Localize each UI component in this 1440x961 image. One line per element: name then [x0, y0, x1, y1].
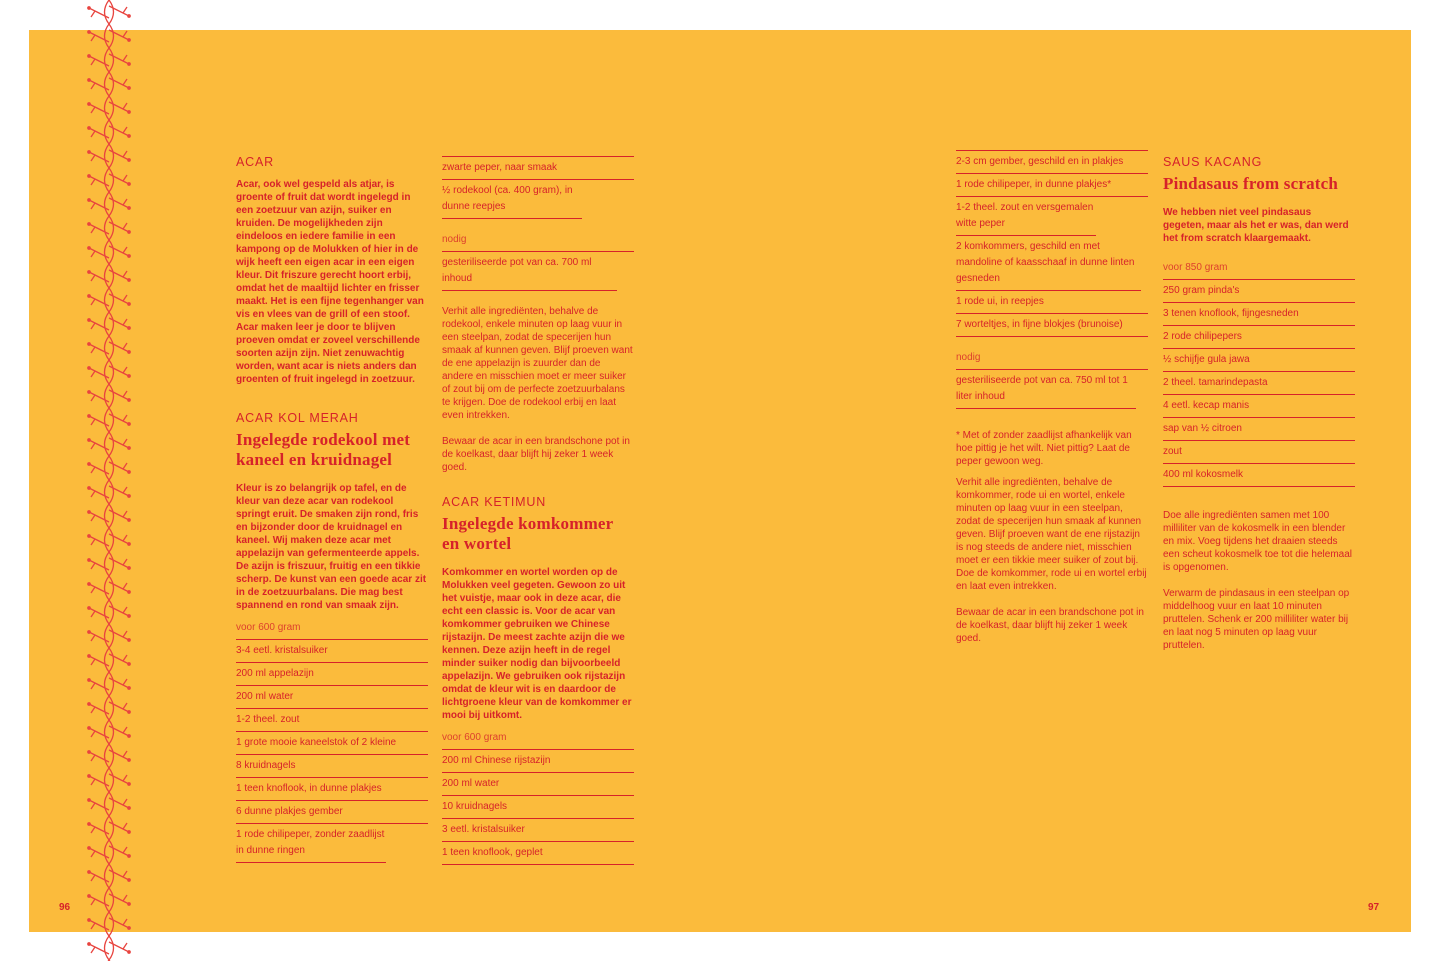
- ingredient: zout: [1163, 441, 1355, 464]
- ingredient: 400 ml kokosmelk: [1163, 464, 1355, 487]
- needed-item: gesteriliseerde pot van ca. 700 ml inhoud: [442, 252, 617, 291]
- page-number-left: 96: [59, 902, 71, 913]
- kol-merah-kicker: ACAR KOL MERAH: [236, 411, 359, 425]
- acar-kicker: ACAR: [236, 155, 274, 169]
- kacang-intro: We hebben niet veel pindasaus gegeten, maar als het er was, dan werd het from scratch klaargemaakt.: [1163, 207, 1349, 244]
- kacang-method-1: Doe alle ingrediënten samen met 100 milliliter van de kokosmelk in een blender en mix. Voeg tijdens het draaien steeds een scheut kokosmelk toe tot die helemaal is opgenomen.: [1163, 510, 1352, 573]
- ingredient: 2 rode chilipepers: [1163, 326, 1355, 349]
- ingredient: 1 rode ui, in reepjes: [956, 291, 1148, 314]
- ketimun-needed: [956, 370, 1148, 409]
- kol-merah-needed-label: [442, 233, 634, 252]
- ingredient: zwarte peper, naar smaak: [442, 157, 634, 180]
- ingredient: 1 grote mooie kaneelstok of 2 kleine: [236, 732, 428, 755]
- column-3: [956, 150, 1148, 658]
- kacang-ingredients: [1163, 280, 1355, 487]
- needed-item: gesteriliseerde pot van ca. 750 ml tot 1 liter inhoud: [956, 370, 1136, 409]
- ingredient: ½ schijfje gula jawa: [1163, 349, 1355, 372]
- ingredient: 2-3 cm gember, geschild en in plakjes: [956, 151, 1148, 174]
- ingredient: 1 teen knoflook, in dunne plakjes: [236, 778, 428, 801]
- ketimun-yield: [442, 731, 634, 750]
- needed-label-text: nodig: [956, 352, 981, 363]
- page-number-right: 97: [1368, 902, 1380, 913]
- ingredient: sap van ½ citroen: [1163, 418, 1355, 441]
- ingredient: 1 rode chilipeper, in dunne plakjes*: [956, 174, 1148, 197]
- kacang-kicker: SAUS KACANG: [1163, 155, 1263, 169]
- kol-merah-method: Verhit alle ingrediënten, behalve de rodekool, enkele minuten op laag vuur in een steelpan, zodat de specerijen hun smaak af kunnen geven. Blijf proeven want de ene appelazijn is zuurder dan de andere en misschien moet er meer suiker of zout bij om de perfecte zoetzuurbalans te krijgen. Doe de rodekool erbij en laat even intrekken.: [442, 306, 633, 421]
- ingredient: 3 eetl. kristalsuiker: [442, 819, 634, 842]
- ingredient: 2 theel. tamarindepasta: [1163, 372, 1355, 395]
- ingredient: 1-2 theel. zout en versgemalen witte peper: [956, 197, 1096, 236]
- kacang-title: Pindasaus from scratch: [1163, 174, 1339, 193]
- kol-merah-yield-text: voor 600 gram: [236, 622, 301, 633]
- ketimun-needed-label: [956, 351, 1148, 370]
- ingredient: 6 dunne plakjes gember: [236, 801, 428, 824]
- ingredient: 8 kruidnagels: [236, 755, 428, 778]
- ingredient: 3 tenen knoflook, fijngesneden: [1163, 303, 1355, 326]
- ingredient: 200 ml Chinese rijstazijn: [442, 750, 634, 773]
- column-1: [236, 154, 428, 877]
- kacang-yield: [1163, 261, 1355, 280]
- ketimun-yield-text: voor 600 gram: [442, 732, 507, 743]
- ketimun-footnote: * Met of zonder zaadlijst afhankelijk van hoe pittig je het wilt. Niet pittig? Laat de peper gewoon weg.: [956, 430, 1132, 467]
- ketimun-title: Ingelegde komkommer en wortel: [442, 514, 614, 553]
- ketimun-method: Verhit alle ingrediënten, behalve de komkommer, rode ui en wortel, enkele minuten op laag vuur in een steelpan, zodat de specerijen hun smaak af kunnen geven. Blijf proeven want de ene rijstazijn is nog steeds de andere niet, misschien moet er een tikkie meer suiker of zout bij. Doe de komkommer, rode ui en wortel erbij en laat even intrekken.: [956, 477, 1147, 592]
- kol-merah-ingredients-cont: [442, 156, 634, 219]
- ketimun-kicker: ACAR KETIMUN: [442, 495, 547, 509]
- column-4: [1163, 154, 1355, 665]
- ingredient: 1 rode chilipeper, zonder zaadlijst in dunne ringen: [236, 824, 386, 863]
- kol-merah-intro: Kleur is zo belangrijk op tafel, en de kleur van deze acar van rodekool springt eruit. De smaken zijn rond, fris en bijzonder door de kruidnagel en kaneel. Wij maken deze acar met appelazijn van gefermenteerde appels. De azijn is friszuur, fruitig en een tikkie scherp. De kunst van een goede acar zit in de zoetzuurbalans. Die mag best spannend en rond van smaak zijn.: [236, 483, 427, 611]
- acar-intro: Acar, ook wel gespeld als atjar, is groente of fruit dat wordt ingelegd in een zoetzuur van azijn, suiker en kruiden. De mogelijkheden zijn eindeloos en iedere familie in een kampong op de Molukken of hier in de wijk heeft een eigen acar in een eigen kleur. Dit friszure gerecht hoort erbij, omdat het de maaltijd lichter en frisser maakt. Het is een fijne tegenhanger van vis en vlees van de grill of een stoof. Acar maken leer je door te blijven proeven omdat er zoveel verschillende soorten azijn zijn. Niet zenuwachtig worden, want acar is niets anders dan groenten of fruit ingelegd in zoetzuur.: [236, 179, 424, 385]
- needed-label-text: nodig: [442, 234, 467, 245]
- kol-merah-yield: [236, 621, 428, 640]
- ingredient: 200 ml water: [442, 773, 634, 796]
- ingredient: 1-2 theel. zout: [236, 709, 428, 732]
- kol-merah-ingredients: [236, 640, 428, 863]
- ingredient: 250 gram pinda's: [1163, 280, 1355, 303]
- ingredient: 7 worteltjes, in fijne blokjes (brunoise): [956, 314, 1148, 337]
- ketimun-intro: Komkommer en wortel worden op de Molukken veel gegeten. Gewoon zo uit het vuistje, maar ook in deze acar, die echt een classic is. Voor de acar van komkommer gebruiken we Chinese rijstazijn. De meest zachte azijn die we kennen. Deze azijn heeft in de regel minder suiker nodig dan bijvoorbeeld appelazijn. We gebruiken ook rijstazijn omdat de kleur wit is en daardoor de lichtgroene kleur van de komkommer er mooi bij uitkomt.: [442, 567, 632, 721]
- ingredient: 3-4 eetl. kristalsuiker: [236, 640, 428, 663]
- ketimun-storage: Bewaar de acar in een brandschone pot in de koelkast, daar blijft hij zeker 1 week goed.: [956, 607, 1144, 644]
- kol-merah-needed: [442, 252, 634, 291]
- kacang-method-2: Verwarm de pindasaus in een steelpan op middelhoog vuur en laat 10 minuten pruttelen. Schenk er 200 milliliter water bij en laat nog 5 minuten op laag vuur pruttelen.: [1163, 588, 1350, 651]
- ingredient: 10 kruidnagels: [442, 796, 634, 819]
- ingredient: 4 eetl. kecap manis: [1163, 395, 1355, 418]
- column-2: [442, 156, 634, 879]
- ingredient: 1 teen knoflook, geplet: [442, 842, 634, 865]
- ingredient: 2 komkommers, geschild en met mandoline of kaasschaaf in dunne linten gesneden: [956, 236, 1141, 291]
- kacang-yield-text: voor 850 gram: [1163, 262, 1228, 273]
- kol-merah-storage: Bewaar de acar in een brandschone pot in de koelkast, daar blijft hij zeker 1 week goed.: [442, 436, 630, 473]
- ingredient: 200 ml water: [236, 686, 428, 709]
- kol-merah-title: Ingelegde rodekool met kaneel en kruidnagel: [236, 430, 411, 469]
- ketimun-ingredients: [442, 750, 634, 865]
- ingredient: ½ rodekool (ca. 400 gram), in dunne reepjes: [442, 180, 582, 219]
- ketimun-ingredients-cont: [956, 150, 1148, 337]
- vine-ornament: [82, 0, 137, 961]
- ingredient: 200 ml appelazijn: [236, 663, 428, 686]
